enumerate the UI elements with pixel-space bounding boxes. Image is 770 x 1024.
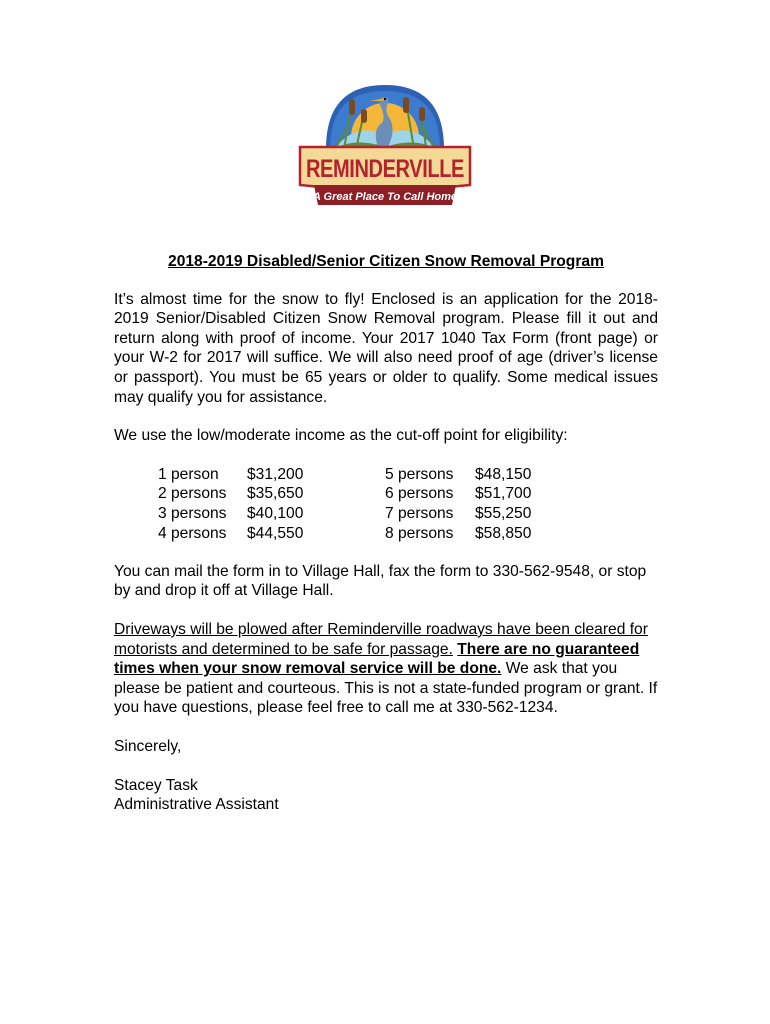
income-limit: $58,850 (475, 524, 532, 542)
income-limit: $35,650 (247, 485, 304, 503)
logo-name: REMINDERVILLE (306, 155, 464, 183)
household-size: 1 person (158, 465, 219, 483)
letter-body (114, 252, 658, 815)
mail-instructions: You can mail the form in to Village Hall, fax the form to 330-562-9548, or stop by and drop it off at Village Hall. (114, 562, 647, 600)
income-limit: $40,100 (247, 504, 304, 522)
income-limit: $31,200 (247, 465, 304, 483)
driveways-remainder: We ask that you please be patient and courteous. This is not a state-funded program or grant. If you have questions, please feel free to call me at 330-562-1234. (114, 660, 658, 717)
logo-tagline: A Great Place To Call Home (312, 191, 458, 203)
closing: Sincerely, (114, 737, 182, 755)
eligibility-intro: We use the low/moderate income as the cut-off point for eligibility: (114, 427, 568, 445)
household-size: 3 persons (158, 504, 227, 522)
household-size: 4 persons (158, 524, 227, 542)
income-limit: $44,550 (247, 524, 304, 542)
logo-graphic (296, 77, 474, 211)
signer-title: Administrative Assistant (114, 796, 279, 814)
household-size: 8 persons (385, 524, 454, 542)
income-table (114, 465, 658, 543)
household-size: 2 persons (158, 485, 227, 503)
no-guarantee-notice: There are no guaranteed times when your snow removal service will be done. (114, 640, 640, 678)
household-size: 6 persons (385, 485, 454, 503)
signer-name: Stacey Task (114, 776, 198, 794)
driveways-notice: Driveways will be plowed after Reminderville roadways have been cleared for motorists and determined to be safe for passage. (114, 620, 648, 658)
reminderville-logo (296, 77, 474, 211)
driveways-paragraph (114, 620, 658, 718)
intro-paragraph: It’s almost time for the snow to fly! Enclosed is an application for the 2018-2019 Senior/Disabled Citizen Snow Removal program. Please fill it out and return along with proof of income. Your 2017 1040 Tax Form (front page) or your W-2 for 2017 will suffice. We will also need proof of age (driver’s license or passport). You must be 65 years or older to qualify. Some medical issues may qualify you for assistance. (114, 290, 658, 406)
page-title: 2018-2019 Disabled/Senior Citizen Snow Removal Program (168, 253, 604, 270)
income-limit: $48,150 (475, 465, 532, 483)
household-size: 5 persons (385, 465, 454, 483)
income-limit: $55,250 (475, 504, 532, 522)
income-limit: $51,700 (475, 485, 532, 503)
household-size: 7 persons (385, 504, 454, 522)
